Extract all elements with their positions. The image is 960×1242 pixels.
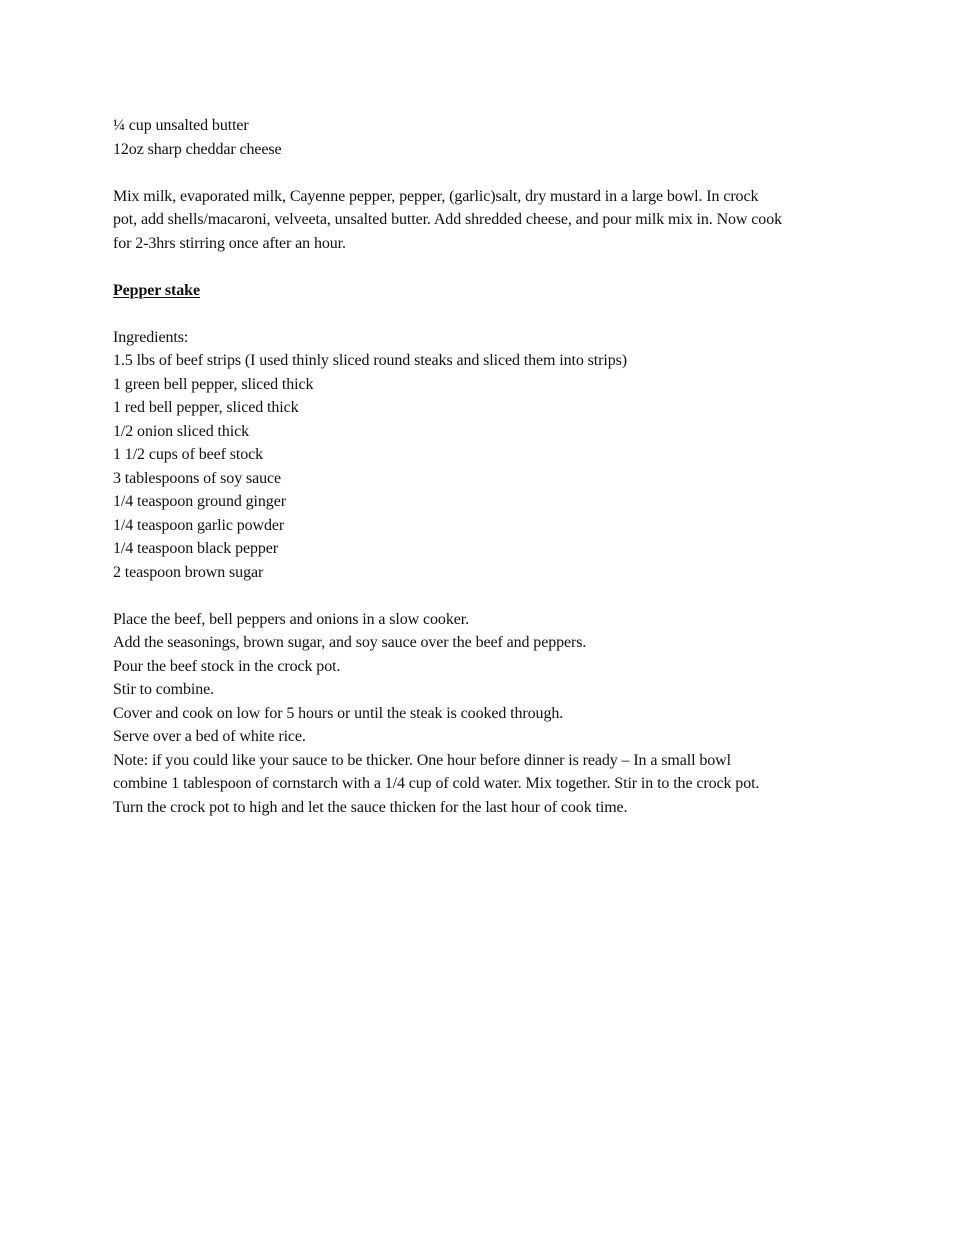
ingredient-item: 1/4 teaspoon black pepper (113, 540, 279, 557)
spacer (113, 302, 873, 326)
instruction-line: for 2-3hrs stirring once after an hour. (113, 234, 346, 252)
mac-ingredients-list (113, 114, 873, 161)
document-page (113, 114, 873, 819)
ingredient-item: 1/4 teaspoon garlic powder (113, 516, 285, 534)
recipe-title: Pepper stake (113, 281, 200, 299)
pepper-stake-ingredients-list (113, 349, 873, 584)
note-line: Turn the crock pot to high and let the sauce thicken for the last hour of cook time. (113, 798, 628, 816)
step-line: Stir to combine. (113, 681, 215, 698)
step-line: Pour the beef stock in the crock pot. (113, 657, 341, 675)
ingredient-item: 2 teaspoon brown sugar (113, 563, 264, 581)
instruction-line: pot, add shells/macaroni, velveeta, unsalted butter. Add shredded cheese, and pour milk mix in. Now cook (113, 211, 782, 228)
step-line: Add the seasonings, brown sugar, and soy sauce over the beef and peppers. (113, 634, 587, 651)
ingredient-item: 1.5 lbs of beef strips (I used thinly sliced round steaks and sliced them into strips) (113, 352, 627, 369)
instruction-line: Mix milk, evaporated milk, Cayenne pepper, pepper, (garlic)salt, dry mustard in a large bowl. In crock (113, 187, 759, 205)
step-line: Cover and cook on low for 5 hours or until the steak is cooked through. (113, 704, 564, 722)
pepper-stake-note (113, 749, 873, 820)
ingredients-label: Ingredients: (113, 328, 189, 346)
step-line: Serve over a bed of white rice. (113, 728, 306, 745)
ingredient-item: 12oz sharp cheddar cheese (113, 140, 282, 158)
note-line: combine 1 tablespoon of cornstarch with a 1/4 cup of cold water. Mix together. Stir in to the crock pot. (113, 775, 760, 792)
ingredient-item: 1 green bell pepper, sliced thick (113, 375, 314, 393)
spacer (113, 584, 873, 608)
ingredient-item: 3 tablespoons of soy sauce (113, 469, 282, 487)
ingredient-item: ¼ cup unsalted butter (113, 117, 249, 134)
spacer (113, 161, 873, 185)
ingredient-item: 1/2 onion sliced thick (113, 422, 250, 440)
ingredient-item: 1/4 teaspoon ground ginger (113, 493, 286, 510)
ingredient-item: 1 1/2 cups of beef stock (113, 446, 264, 463)
pepper-stake-steps (113, 608, 873, 749)
note-line: Note: if you could like your sauce to be thicker. One hour before dinner is ready – In a small bowl (113, 751, 731, 769)
spacer (113, 255, 873, 279)
step-line: Place the beef, bell peppers and onions in a slow cooker. (113, 610, 469, 628)
mac-instructions (113, 185, 873, 256)
ingredient-item: 1 red bell pepper, sliced thick (113, 399, 299, 416)
